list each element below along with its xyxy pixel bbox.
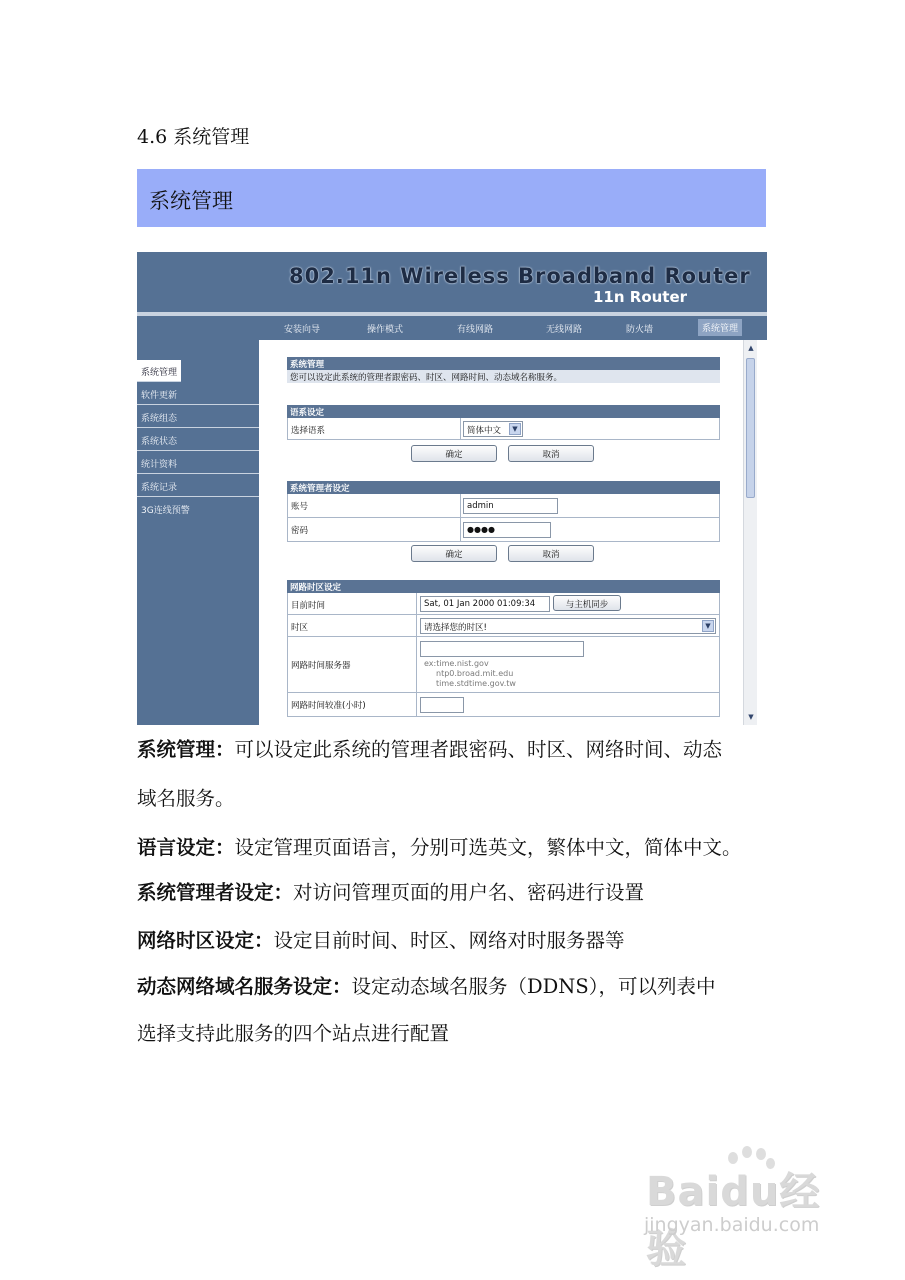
- current-time-label: 目前时间: [291, 601, 326, 611]
- router-screenshot: [137, 252, 767, 725]
- ntp-server-row: [287, 637, 720, 693]
- password-row: [287, 518, 720, 542]
- paragraph-text: 域名服务。: [137, 787, 235, 810]
- section-banner: [137, 169, 766, 227]
- router-subtitle: 11n Router: [593, 288, 688, 306]
- paragraph-term: 网络时区设定：: [137, 929, 274, 952]
- paragraph: [137, 835, 742, 861]
- timezone-select-value: 请选择您的时区!: [424, 623, 487, 633]
- account-row: [287, 494, 720, 518]
- chevron-down-icon[interactable]: ▼: [509, 423, 521, 435]
- ntp-hint-2: ntp0.broad.mit.edu: [436, 669, 514, 678]
- router-title: 802.11n Wireless Broadband Router: [289, 264, 751, 288]
- paragraph-text: 设定目前时间、时区、网络对时服务器等: [273, 929, 625, 952]
- watermark-url: jingyan.baidu.com: [644, 1214, 820, 1236]
- nav-item-system[interactable]: 系统管理: [698, 319, 742, 336]
- account-input[interactable]: admin: [463, 498, 558, 514]
- paragraph-text: 选择支持此服务的四个站点进行配置: [137, 1022, 450, 1045]
- timezone-panel-head: 网路时区设定: [287, 580, 720, 593]
- paragraph: [137, 786, 235, 812]
- password-input[interactable]: ●●●●: [463, 522, 551, 538]
- current-time-field: Sat, 01 Jan 2000 01:09:34: [420, 596, 550, 612]
- watermark-logo: Baidu经验: [646, 1169, 821, 1272]
- paragraph-term: 系统管理者设定：: [137, 881, 294, 904]
- sidebar-item-system[interactable]: 系统管理: [137, 360, 181, 382]
- system-panel: [287, 357, 720, 383]
- sync-with-host-button[interactable]: 与主机同步: [553, 595, 621, 611]
- ntp-offset-input[interactable]: [420, 697, 464, 713]
- sidebar-item-log[interactable]: 系统记录: [137, 475, 259, 497]
- paw-icon: [756, 1148, 766, 1160]
- baidu-watermark: [636, 1140, 856, 1272]
- ntp-offset-row: [287, 693, 720, 717]
- paragraph-term: 动态网络域名服务设定：: [137, 975, 352, 998]
- timezone-select[interactable]: [420, 618, 716, 634]
- paragraph: [137, 880, 644, 906]
- paragraph-text: 设定动态域名服务（DDNS），可以列表中: [351, 975, 716, 998]
- sidebar: [137, 340, 259, 725]
- row-divider: [460, 494, 461, 517]
- sidebar-item-firmware[interactable]: 软件更新: [137, 383, 259, 405]
- paragraph: [137, 928, 625, 954]
- scrollbar[interactable]: [743, 340, 757, 725]
- nav-item-wired[interactable]: 有线网路: [457, 325, 494, 335]
- sidebar-item-status[interactable]: 系统状态: [137, 429, 259, 451]
- system-panel-head: 系统管理: [287, 357, 720, 370]
- scroll-up-icon[interactable]: ▲: [748, 344, 754, 352]
- row-divider: [460, 518, 461, 541]
- language-row: [287, 418, 720, 440]
- language-label: 选择语系: [291, 426, 326, 436]
- nav-item-firewall[interactable]: 防火墙: [626, 325, 654, 335]
- language-ok-button[interactable]: 确定: [411, 445, 497, 462]
- paragraph: [137, 1021, 449, 1047]
- sidebar-item-config[interactable]: 系统组态: [137, 406, 259, 428]
- paragraph-term: 语言设定：: [137, 836, 235, 859]
- language-select-value: 简体中文: [467, 426, 502, 436]
- banner-title: 系统管理: [149, 189, 233, 213]
- paragraph-text: 可以设定此系统的管理者跟密码、时区、网络时间、动态: [234, 738, 723, 761]
- timezone-row: [287, 615, 720, 637]
- sidebar-item-3g[interactable]: 3G连线预警: [141, 506, 190, 516]
- current-time-row: [287, 593, 720, 615]
- account-label: 账号: [291, 502, 309, 512]
- nav-item-wizard[interactable]: 安装向导: [284, 325, 321, 335]
- admin-cancel-button[interactable]: 取消: [508, 545, 594, 562]
- paragraph: [137, 974, 715, 1000]
- top-nav: [137, 316, 767, 340]
- system-panel-desc: 您可以设定此系统的管理者跟密码、时区、网路时间、动态域名称服务。: [287, 370, 720, 383]
- timezone-panel: [287, 580, 720, 717]
- router-header: [137, 252, 767, 312]
- row-divider: [416, 637, 417, 692]
- timezone-label: 时区: [291, 623, 309, 633]
- nav-item-mode[interactable]: 操作模式: [367, 325, 404, 335]
- ntp-hint-3: time.stdtime.gov.tw: [436, 679, 516, 688]
- row-divider: [460, 418, 461, 439]
- paragraph-text: 对访问管理页面的用户名、密码进行设置: [293, 881, 645, 904]
- ntp-hint-1: ex:time.nist.gov: [424, 659, 489, 668]
- row-divider: [416, 593, 417, 614]
- chevron-down-icon[interactable]: ▼: [702, 620, 714, 632]
- paragraph: [137, 737, 722, 763]
- row-divider: [416, 615, 417, 636]
- content-area: [259, 340, 757, 725]
- ntp-server-label: 网路时间服务器: [291, 661, 351, 671]
- admin-panel: [287, 481, 720, 542]
- admin-ok-button[interactable]: 确定: [411, 545, 497, 562]
- scroll-thumb[interactable]: [746, 358, 755, 498]
- ntp-offset-label: 网路时间较准(小时): [291, 701, 366, 711]
- language-panel-head: 语系设定: [287, 405, 720, 418]
- admin-panel-head: 系统管理者设定: [287, 481, 720, 494]
- section-heading: 4.6 系统管理: [137, 126, 250, 148]
- paw-icon: [742, 1146, 752, 1158]
- paragraph-term: 系统管理：: [137, 738, 235, 761]
- ntp-server-input[interactable]: [420, 641, 584, 657]
- nav-item-wireless[interactable]: 无线网路: [546, 325, 583, 335]
- language-cancel-button[interactable]: 取消: [508, 445, 594, 462]
- sidebar-item-stats[interactable]: 统计资料: [137, 452, 259, 474]
- paragraph-text: 设定管理页面语言，分别可选英文，繁体中文，简体中文。: [234, 836, 742, 859]
- scroll-down-icon[interactable]: ▼: [748, 713, 754, 721]
- row-divider: [416, 693, 417, 716]
- password-label: 密码: [291, 526, 309, 536]
- language-panel: [287, 405, 720, 440]
